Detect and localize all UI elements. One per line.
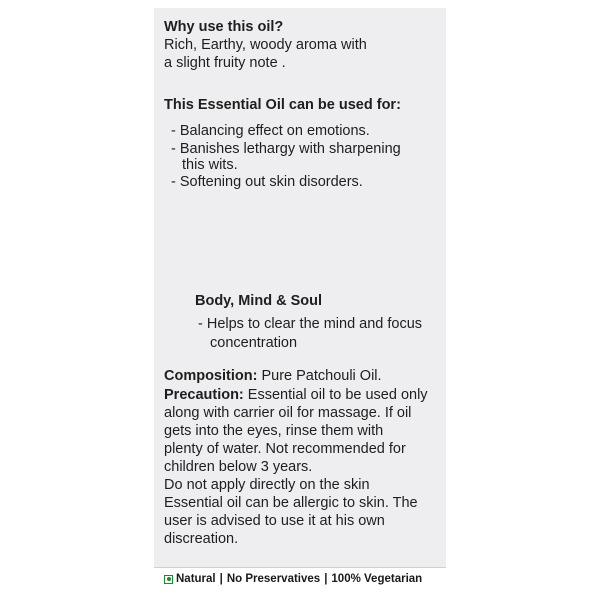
precaution-line-8: user is advised to use it at his own [164, 513, 385, 529]
composition-label: Composition: [164, 368, 258, 384]
uses-line-3: this wits. [182, 157, 238, 173]
precaution-line-6: Do not apply directly on the skin [164, 477, 370, 493]
precaution-line-4: plenty of water. Not recommended for [164, 441, 406, 457]
precaution-line-5: children below 3 years. [164, 459, 313, 475]
veg-dot-icon [167, 577, 171, 581]
precaution-line-1 [164, 386, 428, 405]
footer-claims [164, 573, 422, 585]
label-panel [154, 8, 446, 594]
precaution-label: Precaution: [164, 387, 244, 403]
uses-line-4: - Softening out skin disorders. [171, 174, 363, 190]
claim-separator-1: | [219, 573, 223, 585]
why-heading: Why use this oil? [164, 19, 284, 35]
precaution-first-line: Essential oil to be used only [243, 387, 428, 403]
composition-line [164, 367, 382, 386]
body-mind-line-2: concentration [210, 335, 298, 351]
claim-vegetarian: 100% Vegetarian [331, 573, 423, 585]
uses-line-1: - Balancing effect on emotions. [171, 123, 370, 139]
claim-separator-2: | [324, 573, 328, 585]
precaution-line-9: discreation. [164, 531, 239, 547]
footer-bar [154, 567, 446, 594]
claim-natural: Natural [176, 573, 216, 585]
precaution-line-2: along with carrier oil for massage. If oil [164, 405, 412, 421]
uses-line-2: - Banishes lethargy with sharpening [171, 141, 401, 157]
claim-no-preservatives: No Preservatives [226, 573, 321, 585]
precaution-line-7: Essential oil can be allergic to skin. The [164, 495, 418, 511]
composition-value: Pure Patchouli Oil. [257, 368, 382, 384]
precaution-line-3: gets into the eyes, rinse them with [164, 423, 384, 439]
veg-mark-icon [164, 575, 173, 584]
body-mind-line-1: - Helps to clear the mind and focus [198, 316, 423, 332]
why-line-1: Rich, Earthy, woody aroma with [164, 37, 367, 53]
body-mind-heading: Body, Mind & Soul [195, 293, 322, 309]
uses-heading: This Essential Oil can be used for: [164, 97, 401, 113]
why-line-2: a slight fruity note . [164, 55, 286, 71]
